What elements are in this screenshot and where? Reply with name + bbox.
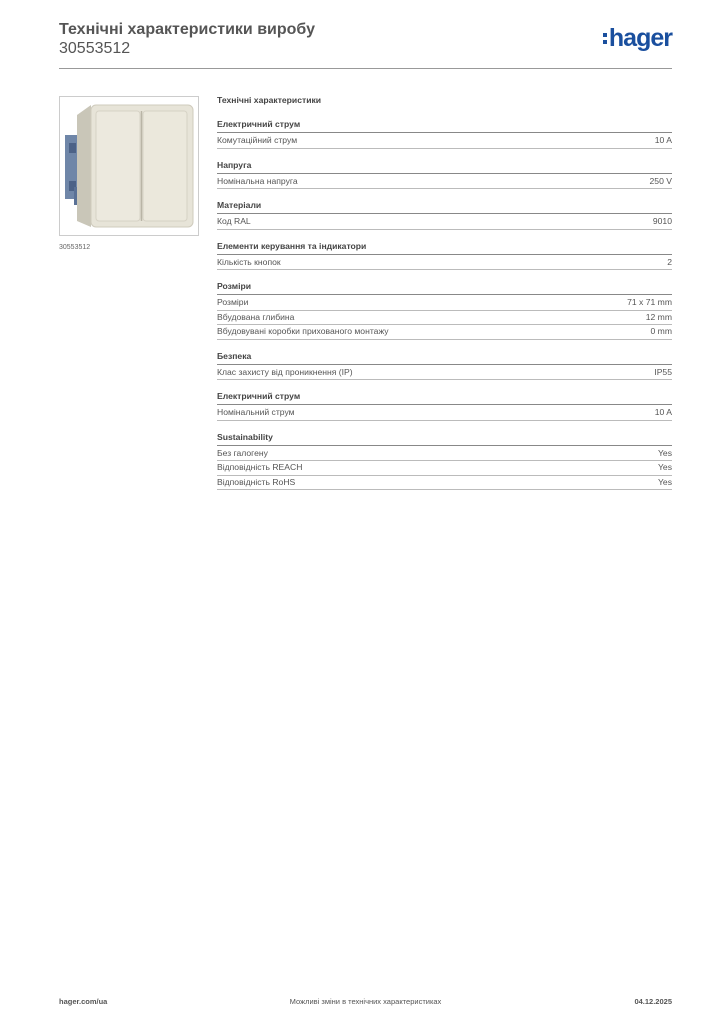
spec-row bbox=[217, 215, 672, 230]
spec-row bbox=[217, 447, 672, 462]
spec-label: Розміри bbox=[217, 297, 249, 307]
product-image bbox=[59, 96, 199, 236]
spec-value: 0 mm bbox=[650, 326, 672, 336]
group-title: Розміри bbox=[217, 281, 672, 295]
spec-label: Кількість кнопок bbox=[217, 256, 281, 267]
spec-group-voltage bbox=[217, 160, 672, 190]
spec-value: 2 bbox=[667, 256, 672, 267]
spec-label: Відповідність REACH bbox=[217, 462, 303, 472]
spec-row bbox=[217, 366, 672, 381]
spec-value: 71 x 71 mm bbox=[627, 297, 672, 307]
footer-notice: Можливі зміни в технічних характеристиках bbox=[289, 997, 442, 1006]
spec-group-rated-current bbox=[217, 391, 672, 421]
group-title: Матеріали bbox=[217, 200, 672, 214]
spec-label: Комутаційний струм bbox=[217, 135, 298, 145]
spec-value: 12 mm bbox=[645, 311, 672, 322]
group-title: Sustainability bbox=[217, 432, 672, 446]
spec-value: 9010 bbox=[652, 216, 672, 226]
spec-label: Відповідність RoHS bbox=[217, 476, 296, 487]
spec-label: Вбудовувані коробки прихованого монтажу bbox=[217, 326, 389, 336]
hager-logo bbox=[603, 26, 672, 51]
product-code: 30553512 bbox=[59, 40, 131, 57]
spec-row bbox=[217, 256, 672, 271]
spec-row bbox=[217, 175, 672, 190]
image-caption: 30553512 bbox=[59, 244, 91, 251]
specs-heading: Технічні характеристики bbox=[217, 95, 322, 105]
switch-product-icon bbox=[60, 97, 198, 235]
spec-value: Yes bbox=[657, 462, 672, 472]
spec-value: Yes bbox=[657, 476, 672, 487]
footer-date: 04.12.2025 bbox=[634, 997, 672, 1006]
specifications-table bbox=[217, 95, 672, 501]
group-title: Напруга bbox=[217, 160, 672, 174]
spec-row bbox=[217, 134, 672, 149]
spec-row bbox=[217, 406, 672, 421]
header-divider bbox=[59, 68, 672, 69]
spec-row bbox=[217, 296, 672, 311]
spec-value: Yes bbox=[657, 447, 672, 458]
group-title: Елементи керування та індикатори bbox=[217, 241, 672, 255]
spec-label: Без галогену bbox=[217, 447, 268, 458]
logo-wordmark: hager bbox=[608, 24, 672, 52]
spec-value: 10 A bbox=[654, 407, 672, 417]
spec-value: 10 A bbox=[654, 135, 672, 145]
spec-group-controls bbox=[217, 241, 672, 271]
spec-group-switching-current bbox=[217, 119, 672, 149]
spec-value: 250 V bbox=[649, 175, 672, 186]
spec-row bbox=[217, 311, 672, 326]
spec-label: Номінальний струм bbox=[217, 407, 295, 417]
group-title: Електричний струм bbox=[217, 119, 672, 133]
spec-group-sustainability bbox=[217, 432, 672, 491]
document-header bbox=[59, 20, 315, 58]
spec-value: IP55 bbox=[654, 366, 672, 377]
spec-row bbox=[217, 476, 672, 491]
spec-row bbox=[217, 325, 672, 340]
group-title: Електричний струм bbox=[217, 391, 672, 405]
spec-label: Код RAL bbox=[217, 216, 251, 226]
spec-group-safety bbox=[217, 351, 672, 381]
document-title: Технічні характеристики виробу bbox=[59, 21, 315, 38]
footer-website-link[interactable]: hager.com/ua bbox=[59, 997, 108, 1006]
spec-row bbox=[217, 461, 672, 476]
spec-label: Вбудована глибина bbox=[217, 311, 295, 322]
spec-group-dimensions bbox=[217, 281, 672, 340]
logo-mark-icon bbox=[603, 33, 607, 44]
group-title: Безпека bbox=[217, 351, 672, 365]
spec-label: Клас захисту від проникнення (IP) bbox=[217, 366, 353, 377]
spec-group-materials bbox=[217, 200, 672, 230]
spec-label: Номінальна напруга bbox=[217, 175, 298, 186]
